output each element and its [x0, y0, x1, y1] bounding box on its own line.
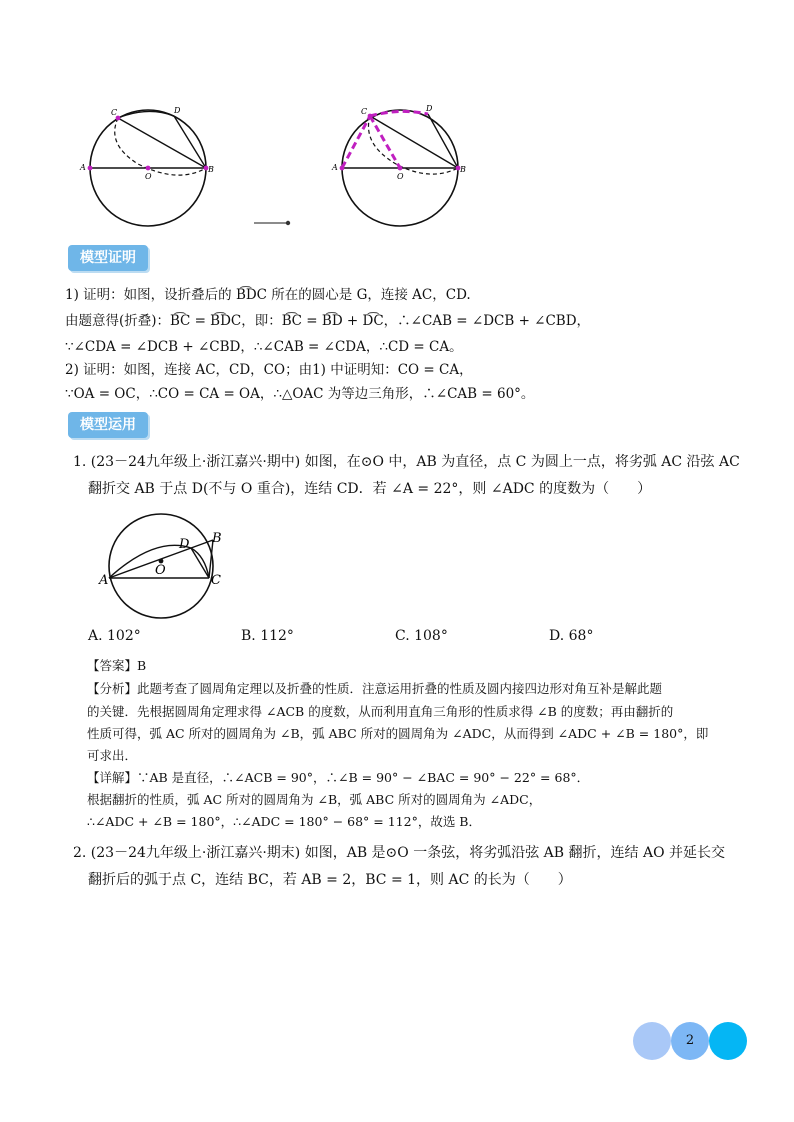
q1-text-line-1: 1. (23－24九年级上·浙江嘉兴·期中) 如图，在⊙O 中，AB 为直径，点 C 为圆上一点，将劣弧 AC 沿弦 AC — [73, 454, 740, 470]
label-d: D — [426, 104, 433, 113]
label-c: C — [111, 108, 118, 117]
page-decor-dot-1 — [633, 1022, 671, 1060]
q1-analysis-line-1: 【分析】此题考查了圆周角定理以及折叠的性质．注意运用折叠的性质及圆内接四边形对角互补是解此题 — [87, 681, 663, 696]
label-o: O — [397, 172, 404, 181]
q1-option-a[interactable]: A. 102° — [88, 628, 141, 644]
label-o: O — [155, 563, 166, 578]
page-number-badge: 2 — [671, 1022, 709, 1060]
q1-figure — [95, 512, 235, 622]
q1-detail-line-3: ∴∠ADC + ∠B = 180°，∴∠ADC = 180° − 68° = 112°，故选 B． — [87, 814, 481, 829]
label-a: A — [80, 163, 86, 172]
chord-cb — [118, 118, 206, 168]
label-a: A — [332, 163, 338, 172]
q2-text-line-2: 翻折后的弧于点 C，连结 BC，若 AB = 2，BC = 1，则 AC 的长为（ ） — [88, 872, 572, 888]
label-b: B — [460, 165, 466, 174]
page-decor-dot-2 — [709, 1022, 747, 1060]
chord-cb — [370, 116, 458, 168]
q1-option-b[interactable]: B. 112° — [241, 628, 294, 644]
q1-analysis-line-3: 性质可得，弧 AC 所对的圆周角为 ∠B，弧 ABC 所对的圆周角为 ∠ADC，从而得到 ∠ADC + ∠B = 180°，即 — [87, 726, 709, 741]
q1-detail-line-1: 【详解】∵AB 是直径，∴∠ACB = 90°，∴∠B = 90° − ∠BAC = 90° − 22° = 68°． — [87, 770, 590, 785]
q1-text-line-2: 翻折交 AB 于点 D(不与 O 重合)，连结 CD．若 ∠A = 22°，则 ∠ADC 的度数为（ ） — [88, 481, 652, 497]
q1-analysis-line-4: 可求出． — [87, 748, 138, 763]
label-b: B — [212, 531, 222, 546]
chord-db — [174, 116, 206, 168]
arrow-icon — [252, 218, 292, 228]
q2-text-line-1: 2. (23－24九年级上·浙江嘉兴·期末) 如图，AB 是⊙O 一条弦，将劣弧沿弦 AB 翻折，连结 AO 并延长交 — [73, 845, 726, 861]
q1-option-c[interactable]: C. 108° — [395, 628, 448, 644]
proof-line-1: 1) 证明：如图，设折叠后的 B͡DC 所在的圆心是 G，连接 AC，CD. — [65, 287, 471, 303]
label-c: C — [211, 573, 221, 588]
section-title-apply: 模型运用 — [68, 412, 148, 438]
section-title-proof: 模型证明 — [68, 245, 148, 271]
label-b: B — [208, 165, 214, 174]
label-c: C — [361, 107, 368, 116]
figure-1 — [78, 102, 218, 232]
dashed-ac — [342, 116, 370, 168]
segment-dc — [191, 548, 209, 578]
q1-option-d[interactable]: D. 68° — [549, 628, 594, 644]
dashed-co — [370, 116, 400, 168]
label-d: D — [174, 106, 181, 115]
label-d: D — [179, 537, 190, 552]
q1-detail-line-2: 根据翻折的性质，弧 AC 所对的圆周角为 ∠B，弧 ABC 所对的圆周角为 ∠ADC， — [87, 792, 542, 807]
figure-2 — [330, 102, 470, 232]
q1-answer: 【答案】B — [87, 658, 147, 673]
proof-line-5: ∵OA = OC，∴CO = CA = OA，∴△OAC 为等边三角形，∴∠CAB = 60°。 — [65, 386, 535, 402]
label-o: O — [145, 172, 152, 181]
label-a: A — [99, 573, 109, 588]
proof-line-3: ∵∠CDA = ∠DCB + ∠CBD，∴∠CAB = ∠CDA，∴CD = CA。 — [65, 339, 463, 355]
proof-line-2: 由题意得(折叠)：B͡C = B͡DC，即：B͡C = B͡D + D͡C，∴∠CAB = ∠DCB + ∠CBD， — [65, 313, 591, 329]
q1-analysis-line-2: 的关键．先根据圆周角定理求得 ∠ACB 的度数，从而利用直角三角形的性质求得 ∠B 的度数；再由翻折的 — [87, 704, 674, 719]
proof-line-4: 2) 证明：如图，连接 AC，CD，CO；由1) 中证明知：CO = CA， — [65, 362, 473, 378]
